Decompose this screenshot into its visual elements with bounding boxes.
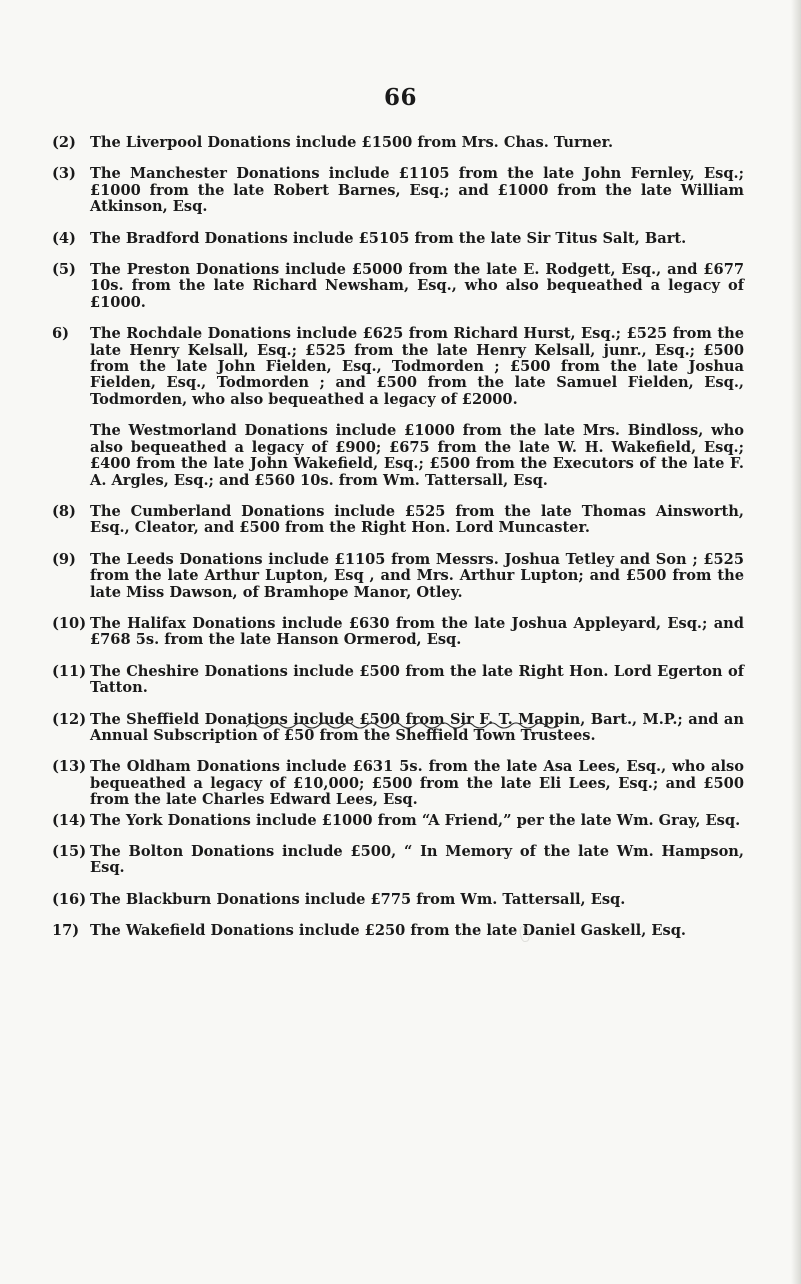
note-number: (15) [52, 843, 87, 860]
note-halifax [52, 616, 744, 649]
note-text: The Rochdale Donations include £625 from Richard Hurst, Esq.; £525 from the late Henry Kelsall, Esq.; £525 from the late Henry Kelsall, junr., Esq.; £500 from the late John Fielden, Esq., Todmorden ; £500 from the late Joshua Fielden, Esq., Todmorden ; and £500 from the late Samuel Fielden, Esq., Todmorden, who also bequeathed a legacy of £2000. [90, 325, 744, 408]
note-number: (12) [52, 710, 87, 728]
note-liverpool [52, 135, 744, 151]
note-text: The Manchester Donations include £1105 from the late John Fernley, Esq.; £1000 from the late Robert Barnes, Esq.; and £1000 from the late William Atkinson, Esq. [90, 165, 744, 216]
note-number: (8) [52, 502, 76, 520]
note-number: (11) [52, 662, 87, 680]
page-number: 66 [383, 84, 417, 111]
note-text: The Leeds Donations include £1105 from Messrs. Joshua Tetley and Son ; £525 from the late Arthur Lupton, Esq , and Mrs. Arthur Lupton; and £500 from the late Miss Dawson, of Bramhope Manor, Otley. [90, 550, 744, 601]
note-number: (14) [52, 811, 87, 829]
note-manchester [52, 166, 744, 215]
note-text: The Sheffield Donations include £500 from Sir F. T. Mappin, Bart., M.P.; and an Annual Subscription of £50 from the Sheffield Town Trustees. [90, 710, 744, 744]
note-number: 17) [52, 922, 80, 940]
note-number: (4) [52, 229, 76, 247]
note-text: The Westmorland Donations include £1000 from the late Mrs. Bindloss, who also bequeathed a legacy of £900; £675 from the late W. H. Wakefield, Esq.; £400 from the late John Wakefield, Esq.; £500 from the Executors of the late F. A. Argles, Esq.; and £560 10s. from Wm. Tattersall, Esq. [90, 422, 744, 489]
note-text: The Preston Donations include £5000 from the late E. Rodgett, Esq., and £677 10s. from the late Richard Newsham, Esq., who also bequeathed a legacy of £1000. [90, 261, 744, 311]
note-preston [52, 262, 744, 311]
note-number: (13) [52, 758, 87, 776]
donation-notes-list [52, 135, 744, 955]
note-text: The Wakefield Donations include £250 from the late Daniel Gaskell, Esq. [90, 922, 687, 940]
note-number: (16) [52, 890, 87, 908]
note-text: The Cumberland Donations include £525 from the late Thomas Ainsworth, Esq., Cleator, and £500 from the Right Hon. Lord Muncaster. [90, 502, 744, 537]
note-blackburn [52, 892, 744, 908]
note-bradford [52, 231, 744, 247]
note-number: 6) [52, 325, 70, 343]
note-number: (5) [52, 261, 76, 279]
note-number: (9) [52, 550, 76, 568]
note-text: The Liverpool Donations include £1500 from Mrs. Chas. Turner. [90, 134, 614, 151]
note-text: The Cheshire Donations include £500 from the late Right Hon. Lord Egerton of Tatton. [90, 662, 744, 697]
note-text: The Oldham Donations include £631 5s. from the late Asa Lees, Esq., who also bequeathed a legacy of £10,000; £500 from the late Eli Lees, Esq.; and £500 from the late Charles Edward Lees, Esq. [90, 758, 744, 809]
note-text: The Bolton Donations include £500, “ In Memory of the late Wm. Hampson, Esq. [90, 843, 744, 877]
note-bolton [52, 844, 744, 877]
note-rochdale [52, 326, 744, 408]
note-number: (10) [52, 614, 87, 632]
note-oldham [52, 759, 744, 808]
wavy-rule-ornament [246, 718, 558, 732]
note-text: The York Donations include £1000 from “A Friend,” per the late Wm. Gray, Esq. [90, 811, 741, 829]
note-wakefield [52, 923, 744, 939]
note-text: The Blackburn Donations include £775 from Wm. Tattersall, Esq. [90, 890, 626, 908]
note-westmorland [52, 423, 744, 489]
note-cheshire [52, 664, 744, 697]
note-number: (2) [52, 134, 76, 151]
note-cumberland [52, 504, 744, 537]
note-text: The Halifax Donations include £630 from the late Joshua Appleyard, Esq.; and £768 5s. from the late Hanson Ormerod, Esq. [90, 614, 744, 649]
note-york [52, 813, 744, 829]
note-number: (3) [52, 165, 76, 183]
note-text: The Bradford Donations include £5105 from the late Sir Titus Salt, Bart. [90, 229, 687, 247]
note-leeds [52, 552, 744, 601]
page-edge-shadow [791, 0, 801, 1284]
